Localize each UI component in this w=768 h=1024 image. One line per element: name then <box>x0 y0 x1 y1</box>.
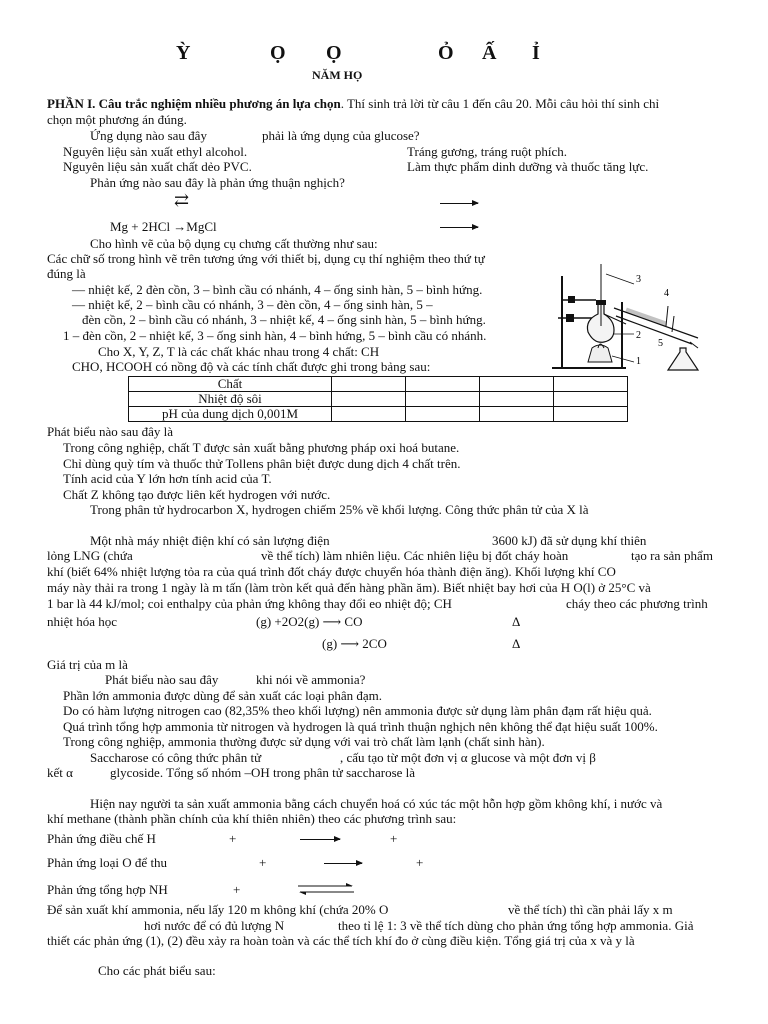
right-arrow-icon <box>440 227 478 228</box>
q7-stem-a: Phát biểu nào sau đây <box>105 672 219 687</box>
plus-sign: + <box>259 855 267 870</box>
q6-text: về thể tích) làm nhiên liệu. Các nhiên liệu bị đốt cháy hoàn <box>261 548 569 563</box>
q6-text: nhiệt hóa học <box>47 614 118 629</box>
q1-stem-b: phải là ứng dụng của glucose? <box>262 128 420 143</box>
q3-option: — nhiệt kế, 2 – bình cầu có nhánh, 3 – đèn cồn, 4 – ống sinh hàn, 5 – <box>72 297 433 312</box>
q6-text: cháy theo các phương trình <box>566 596 708 611</box>
q2-equation: Mg + 2HCl →MgCl <box>110 219 217 234</box>
q4-option: Chất Z không tạo được liên kết hydrogen với nước. <box>63 487 331 502</box>
table-cell <box>332 392 406 407</box>
q3-text: Các chữ số trong hình vẽ trên tương ứng với thiết bị, dụng cụ thí nghiệm theo thứ tự <box>47 251 485 266</box>
q8-text: Saccharose có công thức phân tử <box>90 750 262 765</box>
figure-label: 1 <box>636 356 641 367</box>
q6-text: lỏng LNG (chứa <box>47 548 133 563</box>
table-cell <box>480 377 554 392</box>
delta-symbol: Δ <box>512 636 521 651</box>
equilibrium-arrow-icon <box>296 882 356 896</box>
q3-option: — nhiệt kế, 2 đèn cồn, 3 – bình cầu có nhánh, 4 – ống sinh hàn, 5 – bình hứng. <box>72 282 483 297</box>
q9-text: khí methane (thành phần chính của khí thiên nhiên) theo các phương trình sau: <box>47 811 457 826</box>
right-arrow-icon <box>324 863 362 864</box>
part1-heading: PHẦN I. Câu trắc nghiệm nhiều phương án lựa chọn <box>47 96 341 111</box>
q10-stem: Cho các phát biểu sau: <box>98 963 216 978</box>
equilibrium-arrow-icon: ⇄ <box>174 190 190 210</box>
q3-text: đúng là <box>47 266 86 281</box>
q8-text: glycoside. Tổng số nhóm –OH trong phân tử saccharose là <box>110 765 416 780</box>
q6-text: khí (biết 64% nhiệt lượng tỏa ra của quá trình đốt cháy được chuyển hóa thành điện ăng). Khối lượng khí CO <box>47 564 616 579</box>
q4-option: Chỉ dùng quỳ tím và thuốc thử Tollens phân biệt được dung dịch 4 chất trên. <box>63 456 461 471</box>
title-letter: Ỉ <box>532 42 540 64</box>
part1-heading-line <box>47 96 659 111</box>
table-cell <box>480 392 554 407</box>
q9-reaction-label: Phản ứng tổng hợp NH <box>47 882 168 897</box>
title-letter: Ỳ <box>176 42 191 64</box>
table-cell <box>406 392 480 407</box>
q3-stem: Cho hình vẽ của bộ dụng cụ chưng cất thường như sau: <box>90 236 378 251</box>
q7-stem-b: khi nói về ammonia? <box>256 672 366 687</box>
table-cell <box>406 377 480 392</box>
q9-text: về thể tích) thì cần phải lấy x m <box>508 902 673 917</box>
q8-text: kết α <box>47 765 73 780</box>
properties-table <box>128 376 628 422</box>
q3-option: 1 – đèn cồn, 2 – nhiệt kế, 3 – ống sinh hàn, 4 – bình hứng, 5 – bình cầu có nhánh. <box>63 328 487 343</box>
q7-option: Phần lớn ammonia được dùng để sản xuất các loại phân đạm. <box>63 688 382 703</box>
table-row <box>129 407 628 422</box>
q9-text: theo tỉ lệ 1: 3 về thể tích dùng cho phản ứng tổng hợp ammonia. Giả <box>338 918 694 933</box>
q7-option: Trong công nghiệp, ammonia thường được sử dụng với vai trò chất làm lạnh (chất sinh hàn). <box>63 734 545 749</box>
q1-option: Tráng gương, tráng ruột phích. <box>407 144 568 159</box>
table-cell <box>480 407 554 422</box>
table-row <box>129 377 628 392</box>
table-row <box>129 392 628 407</box>
q6-question: Giá trị của m là <box>47 657 128 672</box>
title-letter: Ọ <box>326 42 342 64</box>
q9-reaction-label: Phản ứng điều chế H <box>47 831 156 846</box>
table-cell <box>554 377 628 392</box>
q7-option: Quá trình tổng hợp ammonia từ nitrogen và hydrogen là quá trình thuận nghịch nên không thể đạt hiệu suất 100%. <box>63 719 658 734</box>
q2-stem: Phản ứng nào sau đây là phản ứng thuận nghịch? <box>90 175 345 190</box>
plus-sign: + <box>416 855 424 870</box>
title-letter: Ấ <box>482 42 497 64</box>
q4-question: Phát biểu nào sau đây là <box>47 424 173 439</box>
right-arrow-icon <box>440 203 478 204</box>
plus-sign: + <box>229 831 237 846</box>
table-cell <box>332 377 406 392</box>
table-header-cell: Chất <box>129 377 332 392</box>
q1-option: Nguyên liệu sản xuất ethyl alcohol. <box>63 144 248 159</box>
q1-stem-a: Ứng dụng nào sau đây <box>90 128 207 143</box>
title-letter: Ọ <box>270 42 286 64</box>
q8-text: , cấu tạo từ một đơn vị α glucose và một đơn vị β <box>340 750 596 765</box>
table-cell <box>332 407 406 422</box>
table-header-cell: Nhiệt độ sôi <box>129 392 332 407</box>
table-cell <box>406 407 480 422</box>
table-cell <box>554 407 628 422</box>
q9-text: hơi nước để có đủ lượng N <box>144 918 285 933</box>
figure-label: 4 <box>664 288 669 299</box>
right-arrow-icon <box>300 839 340 840</box>
q3-option: đèn cồn, 2 – bình cầu có nhánh, 3 – nhiệt kế, 4 – ống sinh hàn, 5 – bình hứng. <box>82 312 486 327</box>
q9-text: Hiện nay người ta sản xuất ammonia bằng cách chuyển hoá có xúc tác một hỗn hợp gồm không khí, i nước và <box>90 796 663 811</box>
page-subtitle: NĂM HỌ <box>312 68 363 82</box>
q6-text: 3600 kJ) đã sử dụng khí thiên <box>492 533 647 548</box>
q4-text: CHO, HCOOH có nồng độ và các tính chất được ghi trong bảng sau: <box>72 359 431 374</box>
title-letter: Ỏ <box>438 42 454 64</box>
q4-option: Trong công nghiệp, chất T được sản xuất bằng phương pháp oxi hoá butane. <box>63 440 460 455</box>
q9-reaction-label: Phản ứng loại O để thu <box>47 855 168 870</box>
q4-option: Tính acid của Y lớn hơn tính acid của T. <box>63 471 272 486</box>
table-cell <box>554 392 628 407</box>
plus-sign: + <box>390 831 398 846</box>
q9-text: Để sản xuất khí ammonia, nếu lấy 120 m không khí (chứa 20% O <box>47 902 389 917</box>
figure-label: 3 <box>636 274 641 285</box>
q6-text: Một nhà máy nhiệt điện khí có sản lượng điện <box>90 533 330 548</box>
q1-option: Làm thực phẩm dinh dưỡng và thuốc tăng lực. <box>407 159 649 174</box>
q4-stem: Cho X, Y, Z, T là các chất khác nhau trong 4 chất: CH <box>98 344 380 359</box>
table-header-cell: pH của dung dịch 0,001M <box>129 407 332 422</box>
distillation-apparatus-figure <box>548 260 724 380</box>
q5-stem: Trong phân tử hydrocarbon X, hydrogen chiếm 25% về khối lượng. Công thức phân tử của X là <box>90 502 589 517</box>
q1-option: Nguyên liệu sản xuất chất dẻo PVC. <box>63 159 252 174</box>
q6-equation: (g) ⟶ 2CO <box>322 636 387 651</box>
figure-label: 2 <box>636 330 641 341</box>
q6-text: máy này thải ra trong 1 ngày là m tấn (làm tròn kết quả đến hàng phần ăm). Biết nhiệt bay hơi của H O(l) ở 25°C và <box>47 580 651 595</box>
delta-symbol: Δ <box>512 614 521 629</box>
plus-sign: + <box>233 882 241 897</box>
q6-text: tạo ra sản phẩm <box>631 548 713 563</box>
figure-label: 5 <box>658 338 663 349</box>
part1-intro: . Thí sinh trả lời từ câu 1 đến câu 20. Mỗi câu hỏi thí sinh chỉ <box>340 96 660 111</box>
part1-intro-2: chọn một phương án đúng. <box>47 112 187 127</box>
q6-equation: (g) +2O2(g) ⟶ CO <box>256 614 363 629</box>
q6-text: 1 bar là 44 kJ/mol; coi enthalpy của phản ứng không thay đổi eo nhiệt độ; CH <box>47 596 452 611</box>
q7-option: Do có hàm lượng nitrogen cao (82,35% theo khối lượng) nên ammonia được sử dụng làm phân đạm rất hiệu quả. <box>63 703 652 718</box>
q9-text: thiết các phản ứng (1), (2) đều xảy ra hoàn toàn và các thể tích khí đo ở cùng điều kiện. Tổng giá trị của x và y là <box>47 933 635 948</box>
